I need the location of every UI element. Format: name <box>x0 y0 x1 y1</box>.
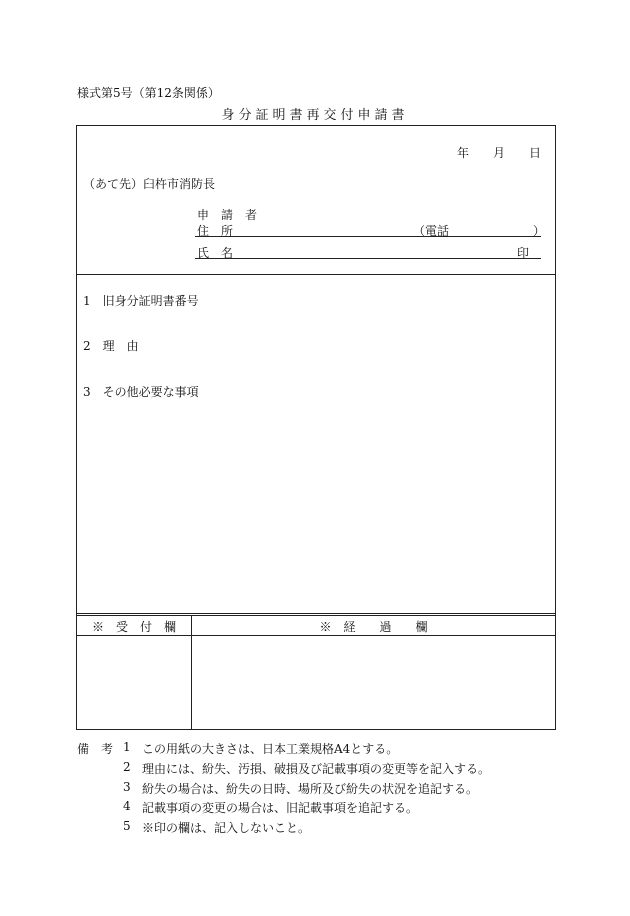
date-day-label: 日 <box>529 146 542 160</box>
addressee: （あて先）臼杵市消防長 <box>83 177 216 191</box>
address-field-line[interactable] <box>195 236 541 237</box>
phone-label: （電話 <box>413 224 450 238</box>
office-table-top-border <box>77 613 555 616</box>
phone-close-paren: ） <box>533 224 546 238</box>
form-number: 様式第5号（第12条関係） <box>77 86 220 100</box>
date-month-label: 月 <box>493 146 506 160</box>
item-old-id-number <box>83 292 199 309</box>
note-text: 紛失の場合は、紛失の日時、場所及び紛失の状況を追記する。 <box>142 782 479 796</box>
notes-heading: 備 考 <box>77 742 114 756</box>
reception-cell[interactable] <box>77 636 191 729</box>
progress-cell[interactable] <box>192 636 555 729</box>
note-text: 理由には、紛失、汚損、破損及び記載事項の変更等を記入する。 <box>142 762 491 776</box>
section-divider <box>77 274 555 275</box>
applicant-heading: 申 請 者 <box>197 208 258 222</box>
seal-mark: 印 <box>517 246 530 260</box>
note-number: 5 <box>123 819 131 833</box>
item-other-matters <box>83 383 199 400</box>
name-field-line[interactable] <box>195 258 541 259</box>
note-text: ※印の欄は、記入しないこと。 <box>142 821 311 835</box>
item-number: 2 <box>83 339 91 353</box>
date-year-label: 年 <box>457 146 470 160</box>
note-number: 3 <box>123 780 131 794</box>
note-number: 1 <box>123 740 131 754</box>
note-number: 4 <box>123 799 131 813</box>
progress-column-header: ※ 経 過 欄 <box>319 620 428 634</box>
item-label: 旧身分証明書番号 <box>102 294 199 308</box>
document-title: 身分証明書再交付申請書 <box>221 108 409 123</box>
note-text: 記載事項の変更の場合は、旧記載事項を追記する。 <box>142 801 419 815</box>
name-label: 氏 名 <box>197 246 234 260</box>
reception-column-header: ※ 受 付 欄 <box>91 620 176 634</box>
item-label: 理 由 <box>102 339 139 353</box>
item-number: 1 <box>83 294 91 308</box>
item-number: 3 <box>83 385 91 399</box>
item-reason <box>83 337 139 354</box>
note-number: 2 <box>123 760 131 774</box>
address-label: 住 所 <box>197 224 234 238</box>
application-form-frame <box>76 125 556 730</box>
item-label: その他必要な事項 <box>102 385 199 399</box>
note-text: この用紙の大きさは、日本工業規格A4とする。 <box>142 742 399 756</box>
